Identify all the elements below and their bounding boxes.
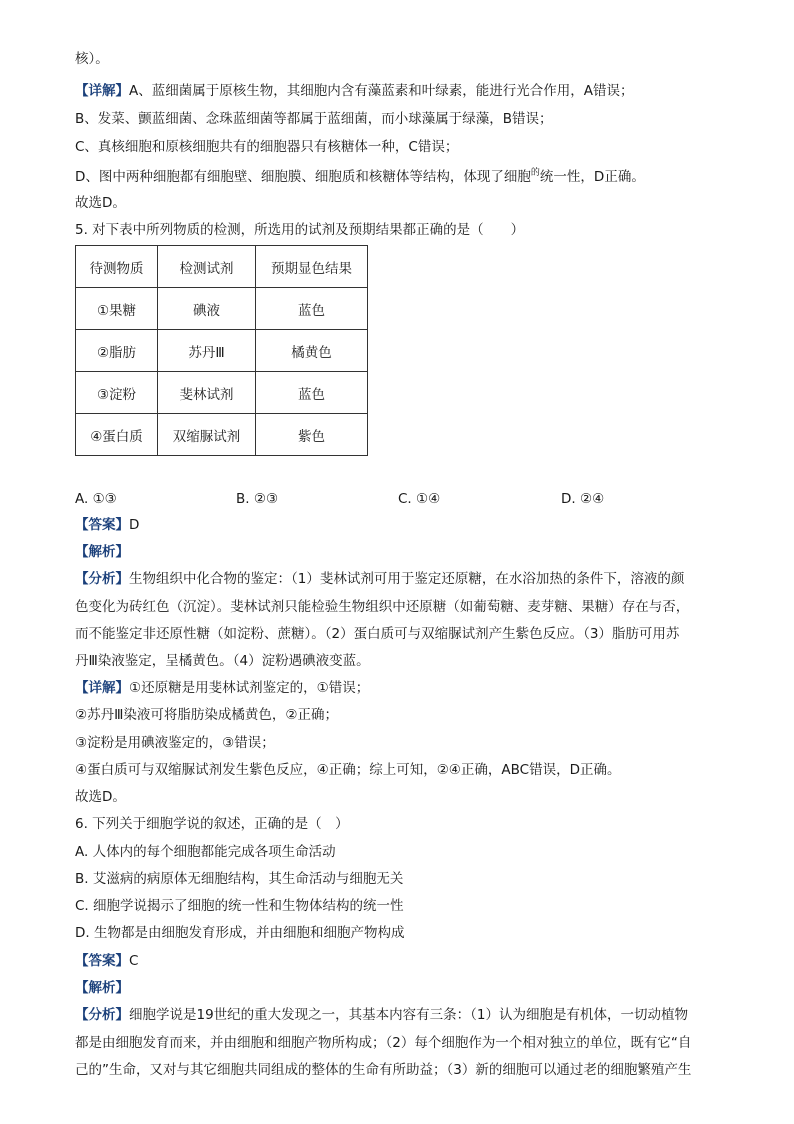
option-c: C. ①④ xyxy=(398,491,441,507)
text-line: ④蛋白质可与双缩脲试剂发生紫色反应，④正确；综上可知，②④正确，ABC错误，D正确。 xyxy=(75,762,621,778)
option-b: B. ②③ xyxy=(236,491,279,507)
text-line: 故选D。 xyxy=(75,195,126,211)
question-6-stem: 6. 下列关于细胞学说的叙述，正确的是（ ） xyxy=(75,816,349,832)
question-5-stem: 5. 对下表中所列物质的检测，所选用的试剂及预期结果都正确的是（ ） xyxy=(75,222,525,238)
table-row xyxy=(76,372,368,414)
text-line: 【分析】生物组织中化合物的鉴定：（1）斐林试剂可用于鉴定还原糖，在水浴加热的条件下，溶液的颜 xyxy=(75,571,685,587)
text-line: 核）。 xyxy=(75,51,109,67)
superscript-char: 的 xyxy=(530,168,540,178)
reagent-table xyxy=(75,245,368,456)
text-line: 己的”生命，又对与其它细胞共同组成的整体的生命有所助益；（3）新的细胞可以通过老的细胞繁殖产生 xyxy=(75,1062,692,1078)
table-cell: 橘黄色 xyxy=(256,330,368,372)
table-header-row xyxy=(76,246,368,288)
answer-line xyxy=(75,952,725,970)
table-row xyxy=(76,330,368,372)
text-line: 【详解】①还原糖是用斐林试剂鉴定的，①错误； xyxy=(75,680,370,696)
detail-tag: 【详解】 xyxy=(75,83,129,99)
table-cell: 紫色 xyxy=(256,414,368,456)
analysis-tag: 【分析】 xyxy=(75,571,129,587)
text-line: 故选D。 xyxy=(75,789,126,805)
option-d: D. 生物都是由细胞发育形成，并由细胞和细胞产物构成 xyxy=(75,925,405,941)
table-cell: ③淀粉 xyxy=(76,372,158,414)
table-row xyxy=(76,414,368,456)
text-line: 丹Ⅲ染液鉴定，呈橘黄色。（4）淀粉遇碘液变蓝。 xyxy=(75,653,370,669)
table-cell: ④蛋白质 xyxy=(76,414,158,456)
option-a: A. 人体内的每个细胞都能完成各项生命活动 xyxy=(75,844,336,860)
option-d: D. ②④ xyxy=(561,491,605,507)
table-cell: 蓝色 xyxy=(256,372,368,414)
table-header: 预期显色结果 xyxy=(256,246,368,288)
text-line: 都是由细胞发育而来，并由细胞和细胞产物所构成；（2）每个细胞作为一个相对独立的单位，既有它“自 xyxy=(75,1035,692,1051)
text-line: ②苏丹Ⅲ染液可将脂肪染成橘黄色，②正确； xyxy=(75,707,339,723)
text-line: ③淀粉是用碘液鉴定的，③错误； xyxy=(75,735,275,751)
text-line: 而不能鉴定非还原性糖（如淀粉、蔗糖）。（2）蛋白质可与双缩脲试剂产生紫色反应。（3）脂肪可用苏 xyxy=(75,626,680,642)
text-line: 【分析】细胞学说是19世纪的重大发现之一，其基本内容有三条：（1）认为细胞是有机体，一切动植物 xyxy=(75,1007,689,1023)
table-cell: ①果糖 xyxy=(76,288,158,330)
text-line: 色变化为砖红色（沉淀）。斐林试剂只能检验生物组织中还原糖（如葡萄糖、麦芽糖、果糖）存在与否， xyxy=(75,599,690,615)
answer-line xyxy=(75,516,725,534)
text-line: B、发菜、颤蓝细菌、念珠蓝细菌等都属于蓝细菌，而小球藻属于绿藻，B错误； xyxy=(75,111,553,127)
text-line: C、真核细胞和原核细胞共有的细胞器只有核糖体一种，C错误； xyxy=(75,139,459,155)
analysis-heading: 【解析】 xyxy=(75,980,129,996)
answer-tag: 【答案】 xyxy=(75,517,129,533)
option-c: C. 细胞学说揭示了细胞的统一性和生物体结构的统一性 xyxy=(75,898,404,914)
table-cell: 碘液 xyxy=(158,288,256,330)
detail-tag: 【详解】 xyxy=(75,680,129,696)
table-header: 检测试剂 xyxy=(158,246,256,288)
answer-tag: 【答案】 xyxy=(75,953,129,969)
table-cell: 蓝色 xyxy=(256,288,368,330)
table-header: 待测物质 xyxy=(76,246,158,288)
answer-value: C xyxy=(129,953,139,969)
table-cell: 斐林试剂 xyxy=(158,372,256,414)
analysis-tag: 【分析】 xyxy=(75,1007,129,1023)
table-row xyxy=(76,288,368,330)
table-cell: ②脂肪 xyxy=(76,330,158,372)
text-line: D、图中两种细胞都有细胞壁、细胞膜、细胞质和核糖体等结构，体现了细胞$^的$统一性，D正确。 xyxy=(75,168,645,185)
analysis-heading: 【解析】 xyxy=(75,544,129,560)
option-a: A. ①③ xyxy=(75,491,117,507)
table-cell: 双缩脲试剂 xyxy=(158,414,256,456)
text-line: 【详解】A、蓝细菌属于原核生物，其细胞内含有藻蓝素和叶绿素，能进行光合作用，A错误； xyxy=(75,83,634,99)
answer-value: D xyxy=(129,517,140,533)
option-b: B. 艾滋病的病原体无细胞结构，其生命活动与细胞无关 xyxy=(75,871,404,887)
table-cell: 苏丹Ⅲ xyxy=(158,330,256,372)
